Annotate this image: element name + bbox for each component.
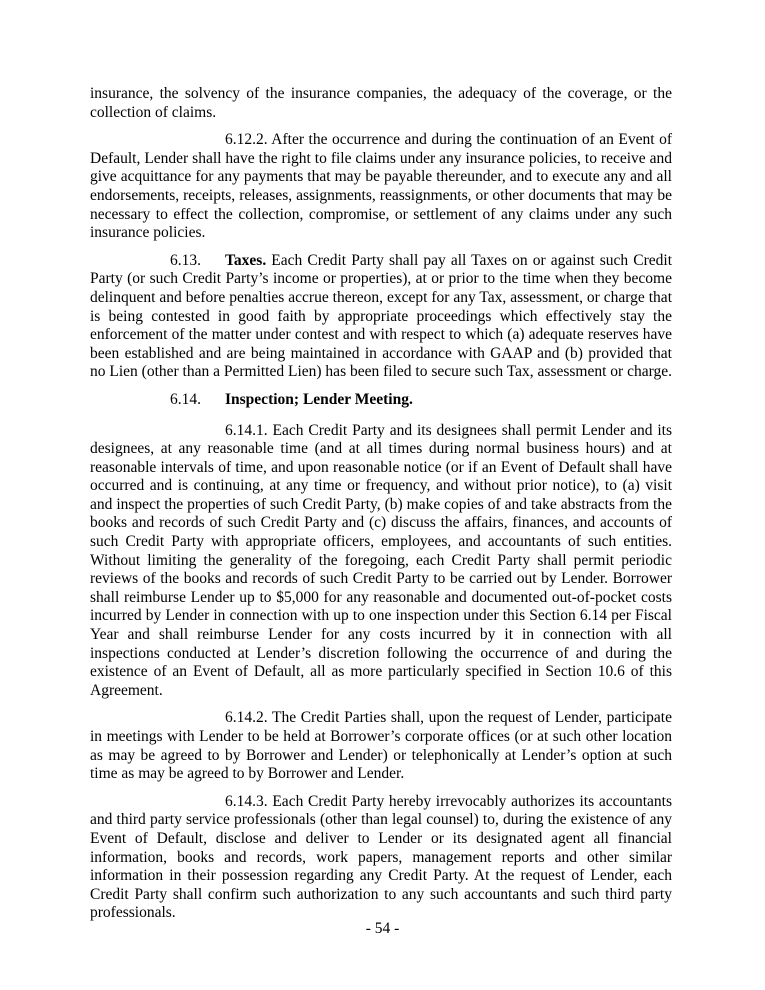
section-text: Each Credit Party and its designees shall permit Lender and its designees, at any reasonable time (and at all times during normal business hours) and at reasonable intervals of time, and upon reasonable notice (or if an Event of Default shall have occurred and is continuing, at any time or frequency, and without prior notice), to (a) visit and inspect the properties of such Credit Party, (b) make copies of and take abstracts from the books and records of such Credit Party and (c) discuss the affairs, finances, and accounts of such Credit Party with appropriate officers, employees, and accountants of such entities. Without limiting the generality of the foregoing, each Credit Party shall permit periodic reviews of the books and records of such Credit Party to be carried out by Lender. Borrower shall reimburse Lender up to $5,000 for any reasonable and documented out-of-pocket costs incurred by Lender in connection with up to one inspection under this Section 6.14 per Fiscal Year and shall reimburse Lender for any costs incurred by it in connection with all inspections conducted at Lender’s discretion following the occurrence of and during the existence of an Event of Default, all as more particularly specified in Section 10.6 of this Agreement. bbox=[90, 421, 673, 699]
section-title: Taxes. bbox=[225, 251, 267, 269]
paragraph-continuation: insurance, the solvency of the insurance companies, the adequacy of the coverage, or the collection of claims. bbox=[90, 85, 672, 121]
section-6-14-2 bbox=[90, 709, 672, 783]
section-number: 6.12.2. bbox=[225, 131, 268, 149]
section-number: 6.14. bbox=[170, 390, 201, 408]
section-text: The Credit Parties shall, upon the request of Lender, participate in meetings with Lender to be held at Borrower’s corporate offices (or at such other location as may be agreed to by Borrower and Lender) or telephonically at Lender’s option at such time as may be agreed to by Borrower and Lender. bbox=[90, 709, 672, 783]
section-text: Each Credit Party hereby irrevocably authorizes its accountants and third party service professionals (other than legal counsel) to, during the existence of any Event of Default, disclose and deliver to Lender or its designated agent all financial information, books and records, work papers, management reports and other similar information in their possession regarding any Credit Party. At the request of Lender, each Credit Party shall confirm such authorization to any such accountants and such third party professionals. bbox=[90, 792, 673, 922]
section-text: Each Credit Party shall pay all Taxes on or against such Credit Party (or such Credit Party’s income or properties), at or prior to the time when they become delinquent and before penalties accrue thereon, except for any Tax, assessment, or charge that is being contested in good faith by appropriate proceedings which effectively stay the enforcement of the matter under contest and with respect to which (a) adequate reserves have been established and are being maintained in accordance with GAAP and (b) provided that no Lien (other than a Permitted Lien) has been filed to secure such Tax, assessment or charge. bbox=[90, 251, 673, 381]
section-6-14-heading bbox=[90, 391, 672, 410]
section-6-12-2 bbox=[90, 131, 672, 243]
section-number: 6.14.3. bbox=[225, 792, 268, 810]
page-number: - 54 - bbox=[365, 920, 400, 937]
section-number: 6.13. bbox=[170, 251, 201, 269]
section-6-14-3 bbox=[90, 793, 672, 923]
section-title: Inspection; Lender Meeting. bbox=[225, 390, 413, 408]
section-number: 6.14.2. bbox=[225, 709, 268, 727]
section-text: After the occurrence and during the continuation of an Event of Default, Lender shall have the right to file claims under any insurance policies, to receive and give acquittance for any payments that may be payable thereunder, and to execute any and all endorsements, receipts, releases, assignments, reassignments, or other documents that may be necessary to effect the collection, compromise, or settlement of any claims under any such insurance policies. bbox=[90, 131, 672, 242]
section-number: 6.14.1. bbox=[225, 421, 268, 439]
section-6-14-1 bbox=[90, 422, 672, 701]
section-6-13 bbox=[90, 252, 672, 382]
